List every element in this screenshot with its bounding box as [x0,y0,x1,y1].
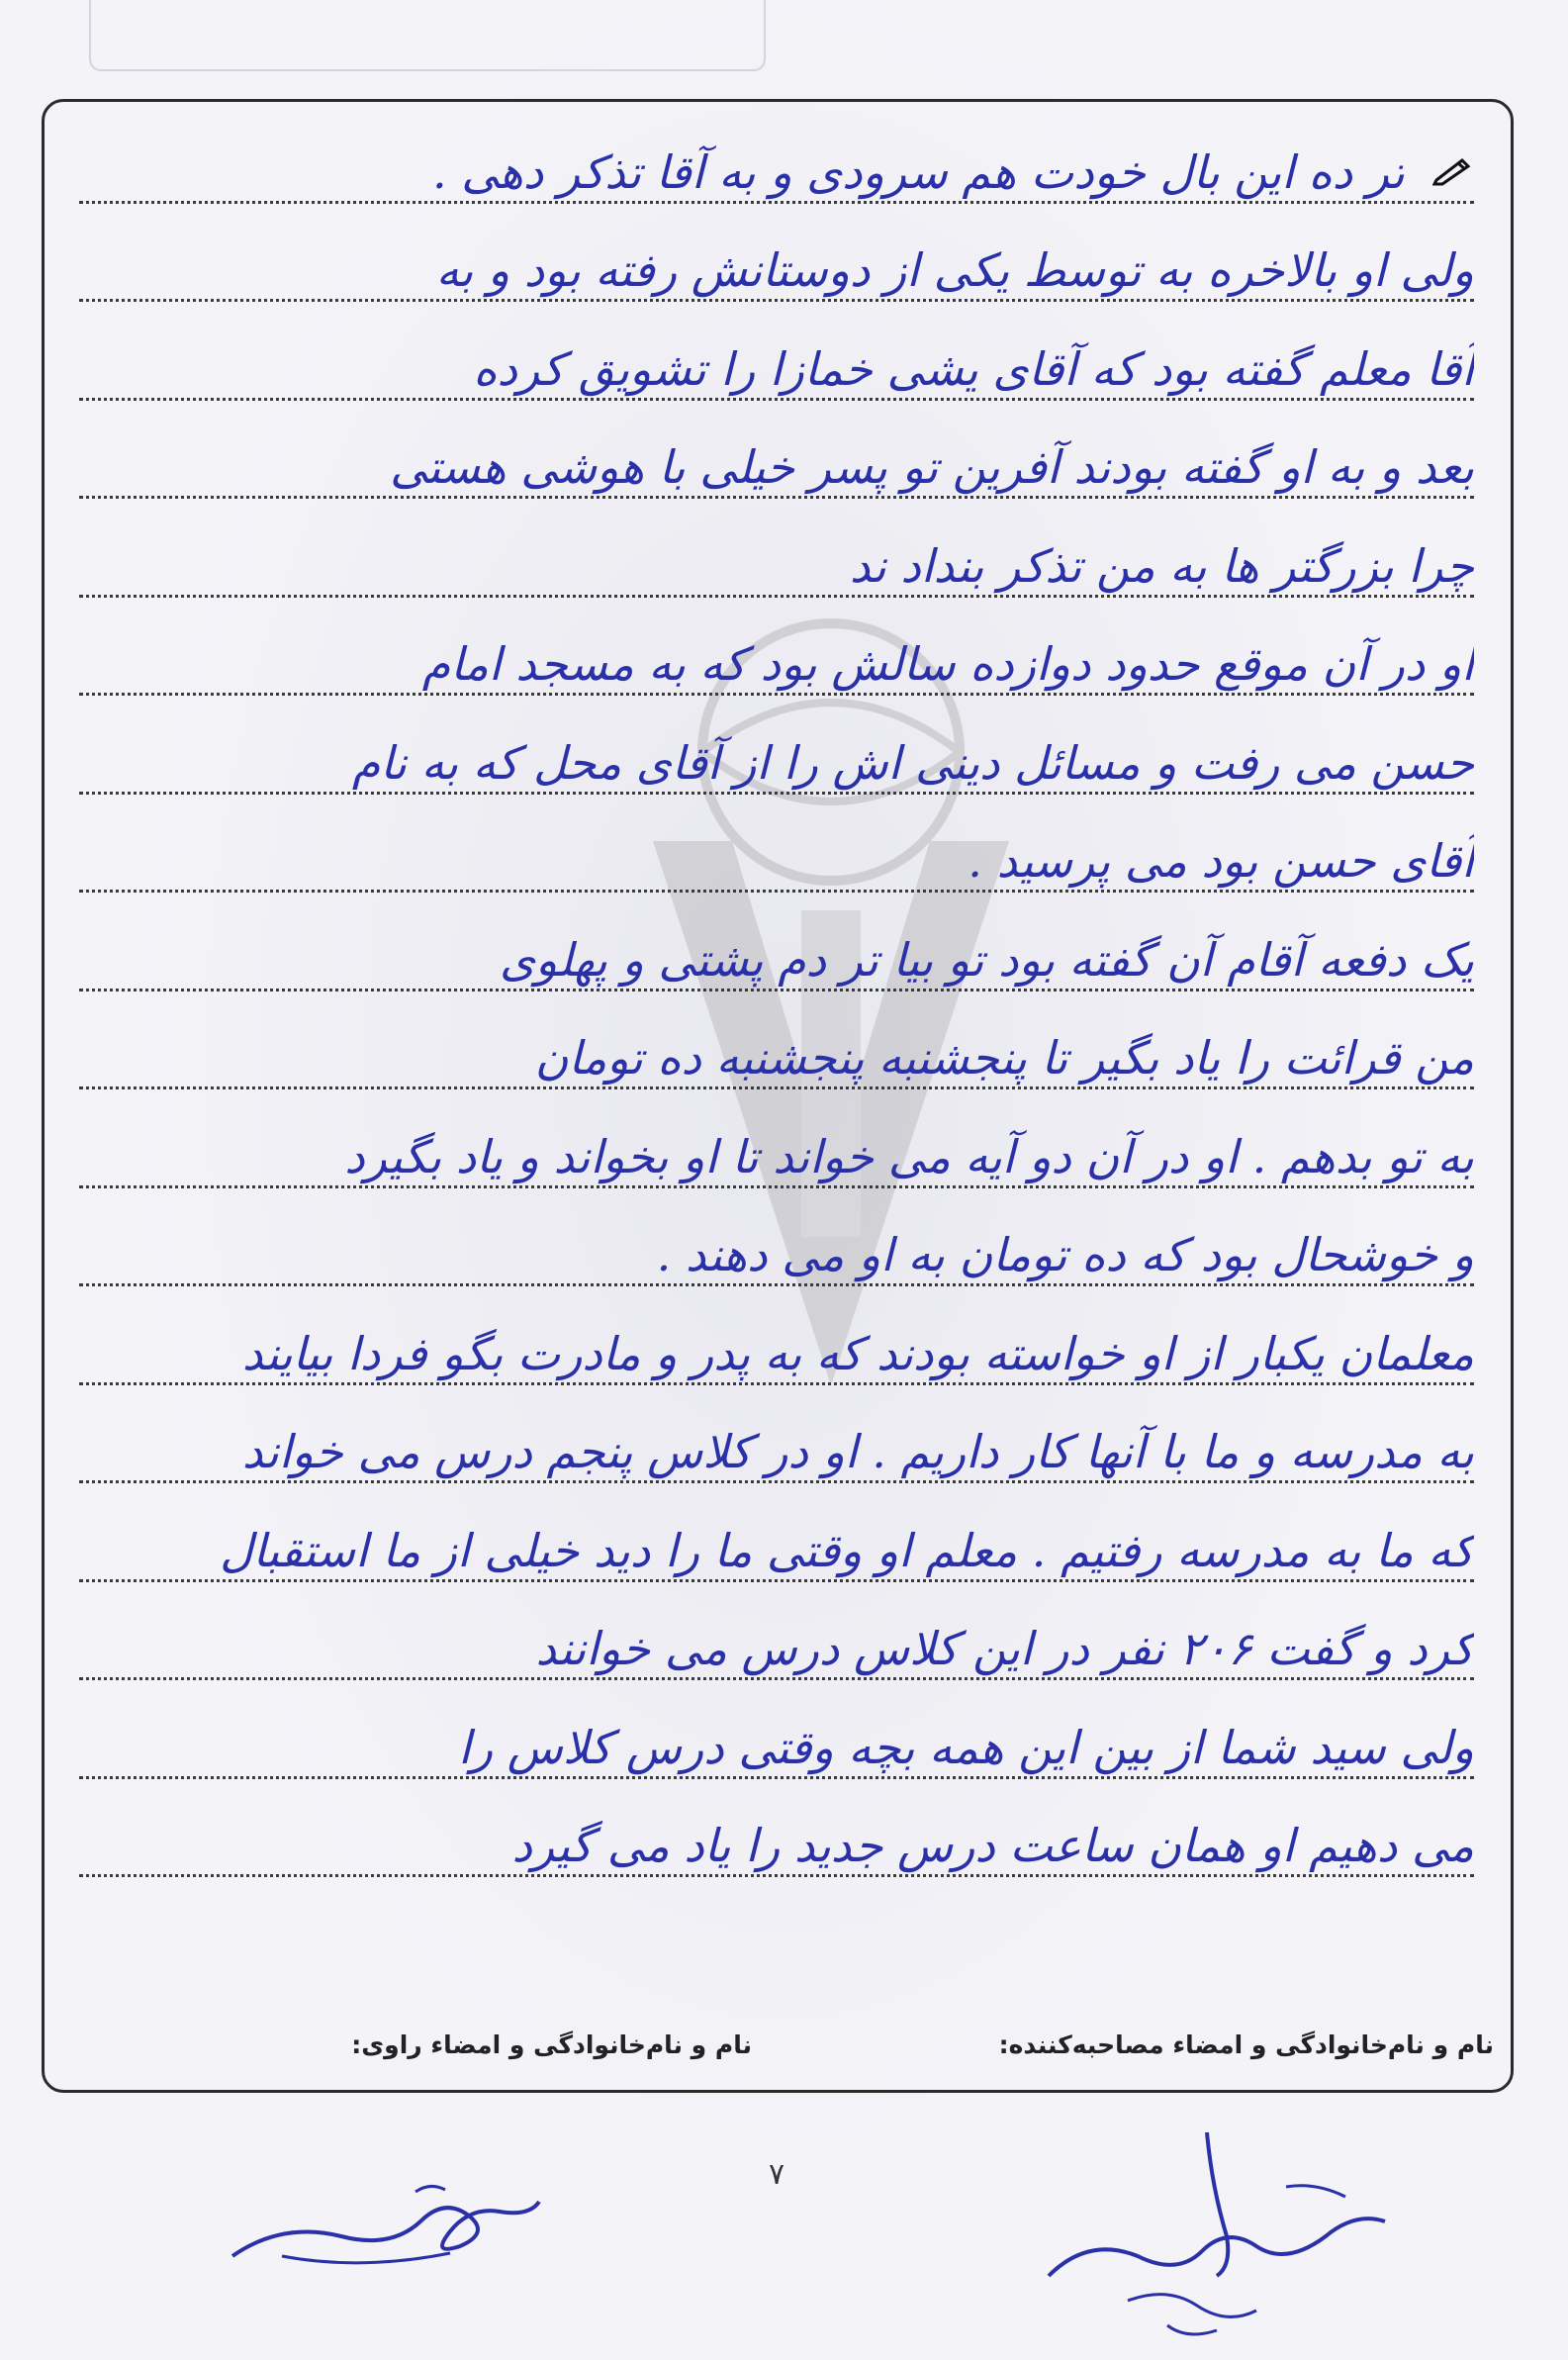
handwritten-text: آقا معلم گفته بود که آقای یشی خمازا را تشویق کرده [473,341,1474,396]
ruled-line [79,316,1474,415]
dotted-rule [79,890,1474,893]
ruled-line [79,1005,1474,1104]
ruled-line [79,1694,1474,1793]
handwritten-text: آقای حسن بود می پرسید . [968,834,1474,888]
dotted-rule [79,1677,1474,1680]
ruled-line [79,218,1474,317]
ruled-line [79,1497,1474,1596]
interviewer-signature-label: نام و نام‌خانوادگی و امضاء مصاحبه‌کننده: [998,2030,1494,2059]
page-number: ۷ [768,2157,785,2192]
handwritten-text: ولی او بالاخره به توسط یکی از دوستانش رفته بود و به [435,243,1474,297]
dotted-rule [79,201,1474,204]
dotted-rule [79,693,1474,696]
handwritten-text: من قرائت را یاد بگیر تا پنجشنبه پنجشنبه ده تومان [534,1031,1474,1085]
ruled-line [79,906,1474,1005]
handwritten-text: و خوشحال بود که ده تومان به او می دهند . [656,1228,1474,1281]
handwritten-text: معلمان یکبار از او خواسته بودند که به پدر و مادرت بگو فردا بیایند [241,1326,1474,1380]
handwritten-text: که ما به مدرسه رفتیم . معلم او وقتی ما را دید خیلی از ما استقبال [220,1523,1474,1577]
handwritten-text: تر ده این بال خودت هم سرودی و به آقا تذکر دهی . [432,144,1405,199]
ruled-line [79,1103,1474,1202]
dotted-rule [79,595,1474,598]
ruled-line [79,513,1474,612]
handwritten-text: می دهیم او همان ساعت درس جدید را یاد می گیرد [511,1819,1474,1872]
dotted-rule [79,1382,1474,1385]
ruled-line [79,808,1474,907]
ruled-line [79,709,1474,808]
dotted-rule [79,1874,1474,1877]
faint-top-stamp [89,0,766,71]
narrator-signature [223,2162,549,2281]
ruled-line [79,1399,1474,1498]
handwritten-text: او در آن موقع حدود دوازده سالش بود که به مسجد امام [421,637,1474,691]
dotted-rule [79,1776,1474,1779]
dotted-rule [79,1185,1474,1188]
ruled-line [79,612,1474,710]
handwritten-text: حسن می رفت و مسائل دینی اش را از آقای محل که به نام [351,735,1474,790]
handwritten-text: بعد و به او گفته بودند آفرین تو پسر خیلی با هوشی هستی [390,440,1474,494]
handwritten-text: به تو بدهم . او در آن دو آیه می خواند تا او بخواند و یاد بگیرد [344,1129,1474,1183]
dotted-rule [79,496,1474,499]
dotted-rule [79,398,1474,401]
dotted-rule [79,299,1474,302]
handwritten-text: به مدرسه و ما با آنها کار داریم . او در کلاس پنجم درس می خواند [241,1425,1474,1478]
handwritten-text: چرا بزرگتر ها به من تذکر بنداد ند [849,538,1474,593]
dotted-rule [79,792,1474,795]
ruled-line [79,1596,1474,1695]
dotted-rule [79,1480,1474,1483]
dotted-rule [79,1283,1474,1286]
handwritten-lines [79,119,1474,1891]
handwritten-text: کرد و گفت ۲۰۶ نفر در این کلاس درس می خوانند [535,1622,1474,1675]
ruled-line [79,1300,1474,1399]
ruled-line [79,1793,1474,1892]
narrator-signature-label: نام و نام‌خانوادگی و امضاء راوی: [351,2030,752,2059]
handwritten-text: یک دفعه آقام آن گفته بود تو بیا تر دم پشتی و پهلوی [499,932,1474,987]
dotted-rule [79,1086,1474,1089]
interviewer-signature [1029,2127,1395,2355]
dotted-rule [79,989,1474,991]
ruled-line [79,119,1474,218]
handwritten-text: ولی سید شما از بین این همه بچه وقتی درس کلاس را [458,1720,1474,1774]
dotted-rule [79,1579,1474,1582]
ruled-line [79,1202,1474,1301]
ruled-line [79,415,1474,514]
signature-footer [59,2030,1494,2070]
